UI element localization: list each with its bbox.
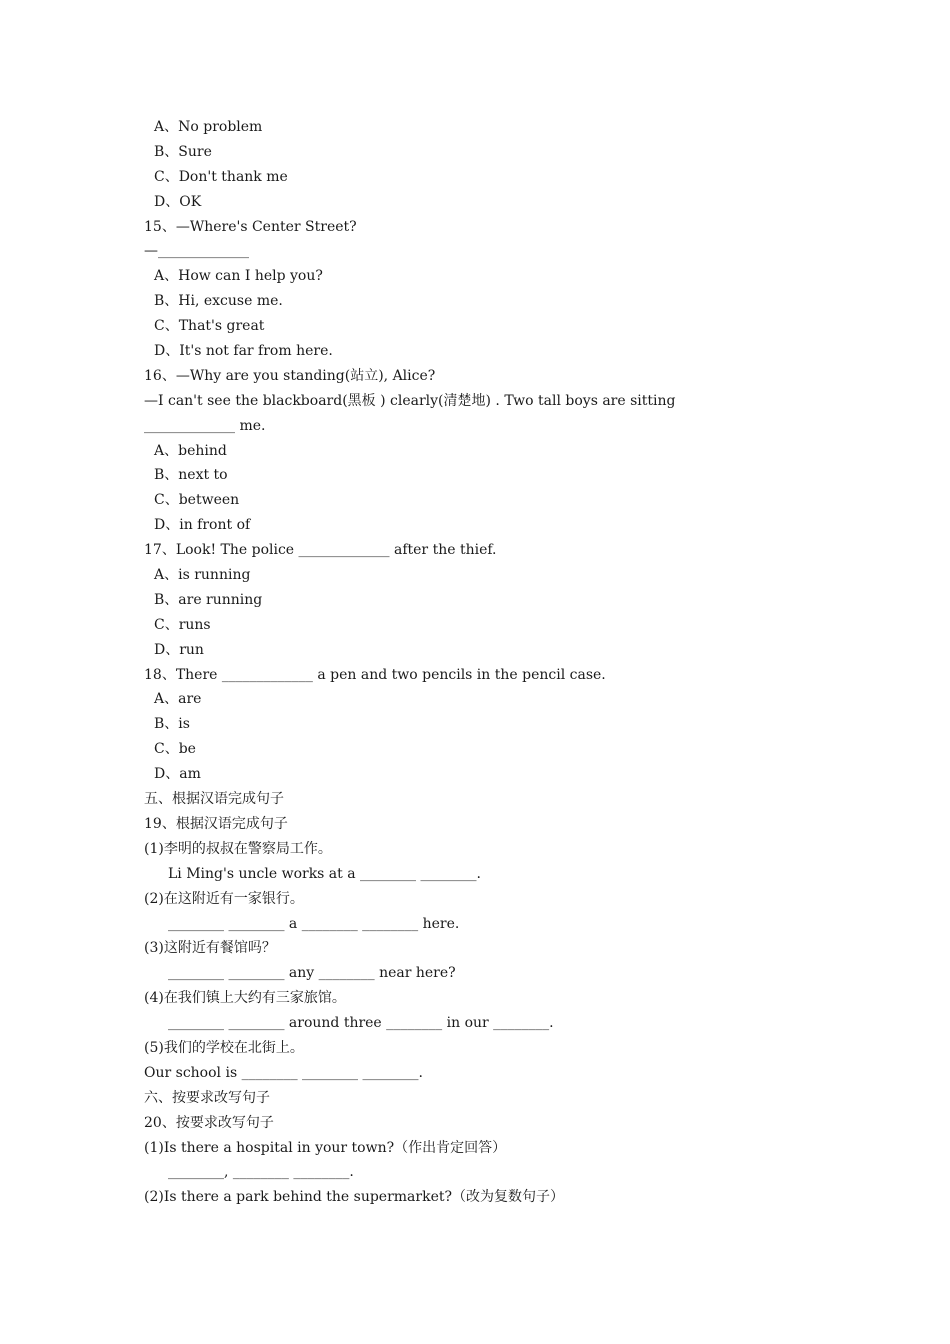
answer-option: A、is running (154, 567, 251, 584)
answer-option: A、behind (154, 442, 227, 459)
text-line: ________, ________ ________. (168, 1164, 354, 1181)
answer-option: B、is (154, 716, 190, 733)
text-line: (1)Is there a hospital in your town?（作出肯定回答） (144, 1139, 507, 1156)
text-line: (2)在这附近有一家银行。 (144, 890, 304, 907)
answer-option: C、Don't thank me (154, 168, 288, 185)
answer-option: D、run (154, 641, 204, 658)
answer-option: D、am (154, 766, 201, 783)
answer-option: B、next to (154, 467, 228, 484)
answer-option: C、between (154, 492, 240, 509)
text-line: ________ ________ a ________ ________ here. (168, 915, 460, 932)
document-page (144, 115, 824, 1210)
text-line: 15、—Where's Center Street? (144, 218, 357, 235)
answer-option: A、are (154, 691, 202, 708)
answer-option: A、How can I help you? (154, 268, 323, 285)
answer-option: C、runs (154, 616, 211, 633)
answer-option: C、be (154, 741, 196, 758)
answer-option: D、in front of (154, 517, 251, 534)
answer-option: A、No problem (154, 119, 263, 135)
answer-option: B、Hi, excuse me. (154, 293, 283, 310)
text-line: 17、Look! The police _____________ after the thief. (144, 542, 497, 559)
answer-option: D、OK (154, 193, 202, 210)
text-line: ________ ________ around three ________ in our ________. (168, 1015, 554, 1032)
answer-option: B、are running (154, 591, 263, 608)
text-line: 六、按要求改写句子 (144, 1089, 270, 1106)
answer-option: B、Sure (154, 143, 212, 160)
text-line: (3)这附近有餐馆吗？ (144, 940, 276, 957)
text-line: 20、按要求改写句子 (144, 1114, 274, 1131)
text-line: —I can't see the blackboard(黑板 ) clearly(清楚地) . Two tall boys are sitting (144, 392, 676, 409)
text-line: —_____________ (144, 243, 249, 260)
text-line: (1)李明的叔叔在警察局工作。 (144, 840, 332, 857)
text-line: 五、根据汉语完成句子 (144, 791, 284, 808)
text-line: 18、There _____________ a pen and two pencils in the pencil case. (144, 666, 606, 683)
answer-option: D、It's not far from here. (154, 343, 333, 360)
text-line: ________ ________ any ________ near here? (168, 965, 456, 982)
text-line: Our school is ________ ________ ________. (144, 1064, 423, 1081)
text-line: (2)Is there a park behind the supermarket?（改为复数句子） (144, 1189, 564, 1206)
text-line: (4)在我们镇上大约有三家旅馆。 (144, 990, 346, 1007)
text-line: 16、—Why are you standing(站立), Alice? (144, 367, 436, 384)
text-line: _____________ me. (144, 417, 266, 434)
text-line: 19、根据汉语完成句子 (144, 815, 288, 832)
text-line: Li Ming's uncle works at a ________ ________. (168, 865, 481, 882)
text-line: (5)我们的学校在北街上。 (144, 1039, 304, 1056)
answer-option: C、That's great (154, 318, 265, 335)
